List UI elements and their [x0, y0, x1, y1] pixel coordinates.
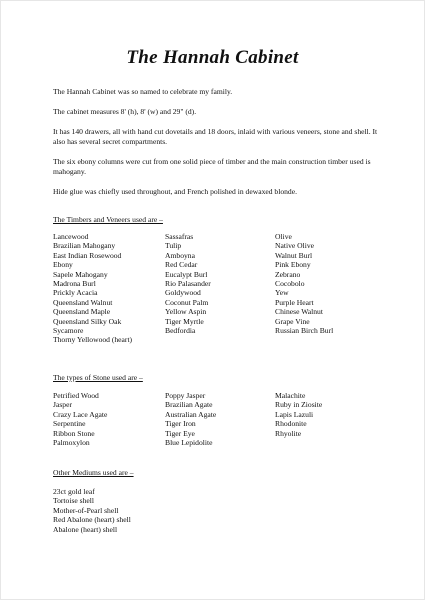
list-item: Mother-of-Pearl shell [53, 505, 119, 515]
list-item: Abalone (heart) shell [53, 524, 118, 534]
list-item: Australian Agate [165, 409, 217, 419]
list-item: Prickly Acacia [53, 288, 98, 298]
list-item: Ribbon Stone [53, 428, 95, 438]
stones-column-1 [53, 391, 107, 447]
list-item: Chinese Walnut [275, 307, 323, 317]
list-item: Amboyna [165, 250, 195, 260]
list-item: Tiger Myrtle [165, 316, 204, 326]
finish-paragraph: Hide glue was chiefly used throughout, and French polished in dewaxed blonde. [53, 187, 297, 196]
list-item: Queensland Walnut [53, 297, 113, 307]
list-item: Walnut Burl [275, 250, 313, 260]
list-item: Coconut Palm [165, 297, 209, 307]
list-item: Tiger Eye [165, 428, 195, 438]
list-item: Yew [275, 288, 289, 298]
list-item: Goldywood [165, 288, 201, 298]
stones-heading: The types of Stone used are – [53, 373, 143, 382]
timbers-column-1 [53, 232, 132, 345]
drawers-paragraph: It has 140 drawers, all with hand cut dovetails and 18 doors, inlaid with various veneers, stone and shell. It also has several secret compartments. [53, 127, 378, 146]
list-item: East Indian Rosewood [53, 250, 122, 260]
list-item: Russian Birch Burl [275, 326, 334, 336]
list-item: Tortoise shell [53, 496, 95, 506]
list-item: Queensland Maple [53, 307, 111, 317]
mediums-list [53, 487, 131, 534]
list-item: Brazilian Mahogany [53, 241, 116, 251]
list-item: Sycamore [53, 326, 84, 336]
dimensions-paragraph: The cabinet measures 8' (h), 8' (w) and 29" (d). [53, 107, 197, 116]
list-item: Blue Lepidolite [165, 438, 213, 448]
list-item: Yellow Aspin [165, 307, 207, 317]
list-item: Native Olive [275, 241, 315, 251]
intro-paragraph: The Hannah Cabinet was so named to celebrate my family. [53, 87, 233, 96]
list-item: Madrona Burl [53, 279, 96, 289]
list-item: Olive [275, 232, 292, 241]
list-item: Queensland Silky Oak [53, 316, 122, 326]
timbers-column-2 [165, 232, 211, 335]
list-item: Tiger Iron [165, 419, 196, 429]
list-item: Red Abalone (heart) shell [53, 515, 131, 525]
list-item: Poppy Jasper [165, 391, 206, 400]
list-item: Lapis Lazuli [275, 409, 314, 419]
list-item: Petrified Wood [53, 391, 99, 400]
list-item: Red Cedar [165, 260, 198, 270]
list-item: Purple Heart [275, 297, 314, 307]
list-item: Ebony [53, 260, 73, 270]
list-item: Cocobolo [275, 279, 305, 289]
stones-column-2 [165, 391, 216, 447]
list-item: 23ct gold leaf [53, 487, 95, 496]
list-item: Zebrano [275, 269, 301, 279]
list-item: Eucalypt Burl [165, 269, 208, 279]
timbers-column-3 [275, 232, 333, 335]
list-item: Rhodonite [275, 419, 307, 429]
mediums-heading: Other Mediums used are – [53, 468, 134, 477]
list-item: Malachite [275, 391, 306, 400]
list-item: Brazilian Agate [165, 400, 213, 410]
page-title: The Hannah Cabinet [126, 47, 299, 68]
list-item: Palmoxylon [53, 438, 90, 448]
columns-paragraph: The six ebony columns were cut from one solid piece of timber and the main construction timber used is mahogany. [53, 157, 371, 176]
list-item: Crazy Lace Agate [53, 409, 108, 419]
list-item: Jasper [53, 400, 72, 410]
timbers-heading: The Timbers and Veneers used are – [53, 215, 163, 224]
list-item: Rhyolite [275, 428, 302, 438]
list-item: Thorny Yellowood (heart) [53, 335, 133, 345]
list-item: Bedfordia [165, 326, 196, 336]
list-item: Tulip [165, 241, 182, 251]
list-item: Pink Ebony [275, 260, 311, 270]
list-item: Ruby in Ziosite [275, 400, 323, 410]
list-item: Sapele Mahogany [53, 269, 108, 279]
list-item: Sassafras [165, 232, 194, 241]
list-item: Grape Vine [275, 316, 310, 326]
stones-column-3 [275, 391, 322, 438]
list-item: Rio Palasander [165, 279, 211, 289]
list-item: Serpentine [53, 419, 86, 429]
list-item: Lancewood [53, 232, 89, 241]
